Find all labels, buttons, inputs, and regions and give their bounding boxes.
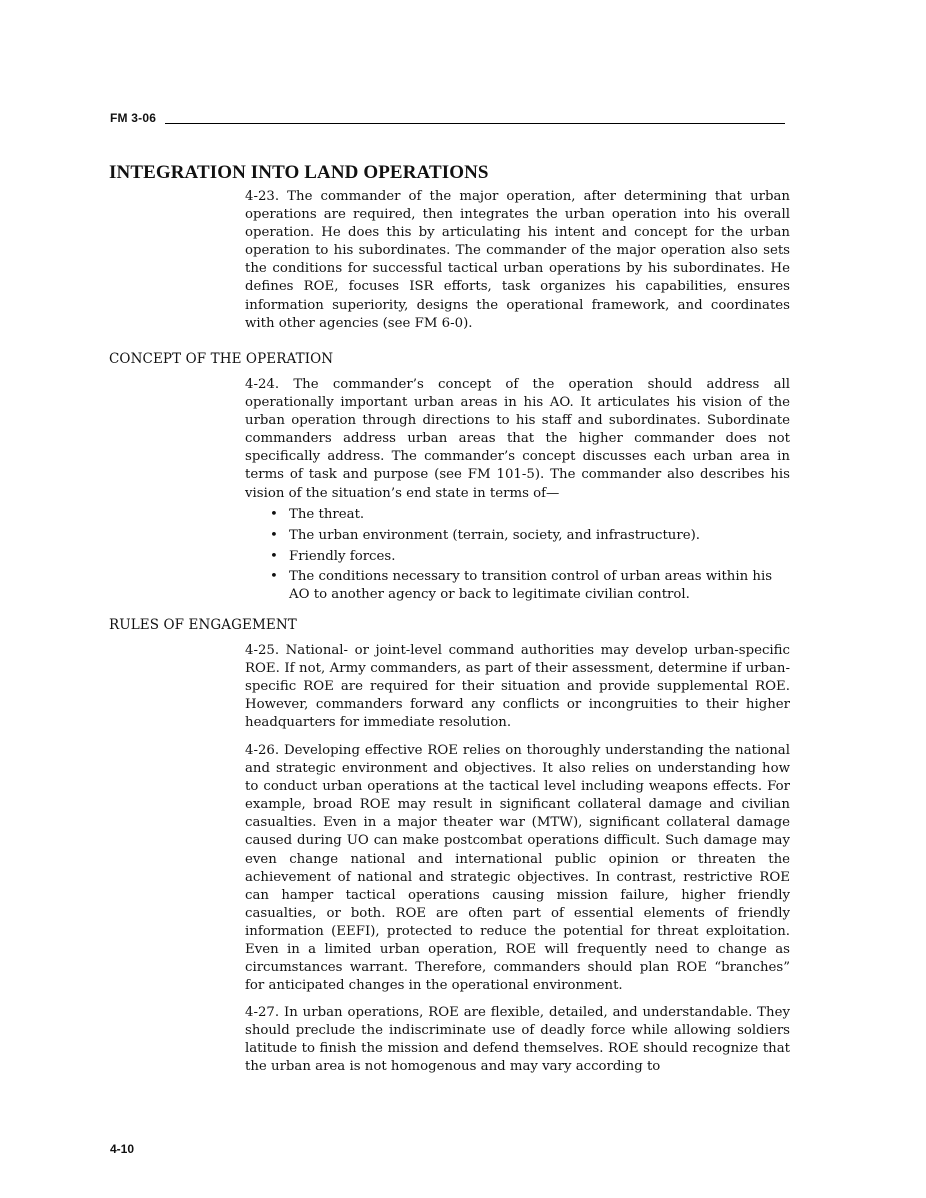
section-title: INTEGRATION INTO LAND OPERATIONS [109, 162, 489, 183]
bullet-icon: • [270, 548, 278, 564]
running-head: FM 3-06 [110, 111, 157, 125]
roe-heading: RULES OF ENGAGEMENT [109, 617, 297, 633]
page-number: 4-10 [110, 1142, 135, 1156]
list-item [270, 568, 790, 604]
list-item [270, 548, 790, 566]
list-item-text: The conditions necessary to transition control of urban areas within his AO to another agency or back to legitimate civilian control. [289, 569, 773, 603]
list-item-text: Friendly forces. [289, 548, 396, 564]
header-rule [165, 123, 785, 124]
list-item [270, 527, 790, 545]
paragraph-4-25: 4-25. National- or joint-level command authorities may develop urban-specific ROE. If not, Army commanders, as part of their assessment, determine if urban-specific ROE are required for their situation and provide supplemental ROE. However, commanders forward any conflicts or incongruities to their higher headquarters for immediate resolution. [245, 643, 790, 731]
paragraph-4-24: 4-24. The commander’s concept of the operation should address all operationally important urban areas in his AO. It articulates his vision of the urban operation through directions to his staff and subordinates. Subordinate commanders address urban areas that the higher commander does not specifically address. The commander’s concept discusses each urban area in terms of task and purpose (see FM 101-5). The commander also describes his vision of the situation’s end state in terms of— [245, 377, 790, 501]
end-state-list [270, 506, 790, 607]
list-item [270, 506, 790, 524]
bullet-icon: • [270, 569, 278, 585]
paragraph-4-27: 4-27. In urban operations, ROE are flexible, detailed, and understandable. They should preclude the indiscriminate use of deadly force while allowing soldiers latitude to finish the mission and defend themselves. ROE should recognize that the urban area is not homogenous and may vary according to [245, 1005, 790, 1075]
paragraph-4-23: 4-23. The commander of the major operation, after determining that urban operations are required, then integrates the urban operation into his overall operation. He does this by articulating his intent and concept for the urban operation to his subordinates. The commander of the major operation also sets the conditions for successful tactical urban operations by his subordinates. He defines ROE, focuses ISR efforts, task organizes his capabilities, ensures information superiority, designs the operational framework, and coordinates with other agencies (see FM 6-0). [245, 189, 790, 331]
paragraph-4-26: 4-26. Developing effective ROE relies on thoroughly understanding the national and strategic environment and objectives. It also relies on understanding how to conduct urban operations at the tactical level including weapons effects. For example, broad ROE may result in significant collateral damage and civilian casualties. Even in a major theater war (MTW), significant collateral damage caused during UO can make postcombat operations difficult. Such damage may even change national and international public opinion or threaten the achievement of national and strategic objectives. In contrast, restrictive ROE can hamper tactical operations causing mission failure, higher friendly casualties, or both. ROE are often part of essential elements of friendly information (EEFI), protected to reduce the potential for threat exploitation. Even in a limited urban operation, ROE will frequently need to change as circumstances warrant. Therefore, commanders should plan ROE “branches” for anticipated changes in the operational environment. [245, 743, 790, 994]
concept-heading: CONCEPT OF THE OPERATION [109, 351, 334, 367]
bullet-icon: • [270, 507, 278, 522]
list-item-text: The threat. [289, 507, 365, 522]
bullet-icon: • [270, 527, 278, 543]
list-item-text: The urban environment (terrain, society, and infrastructure). [289, 527, 700, 543]
